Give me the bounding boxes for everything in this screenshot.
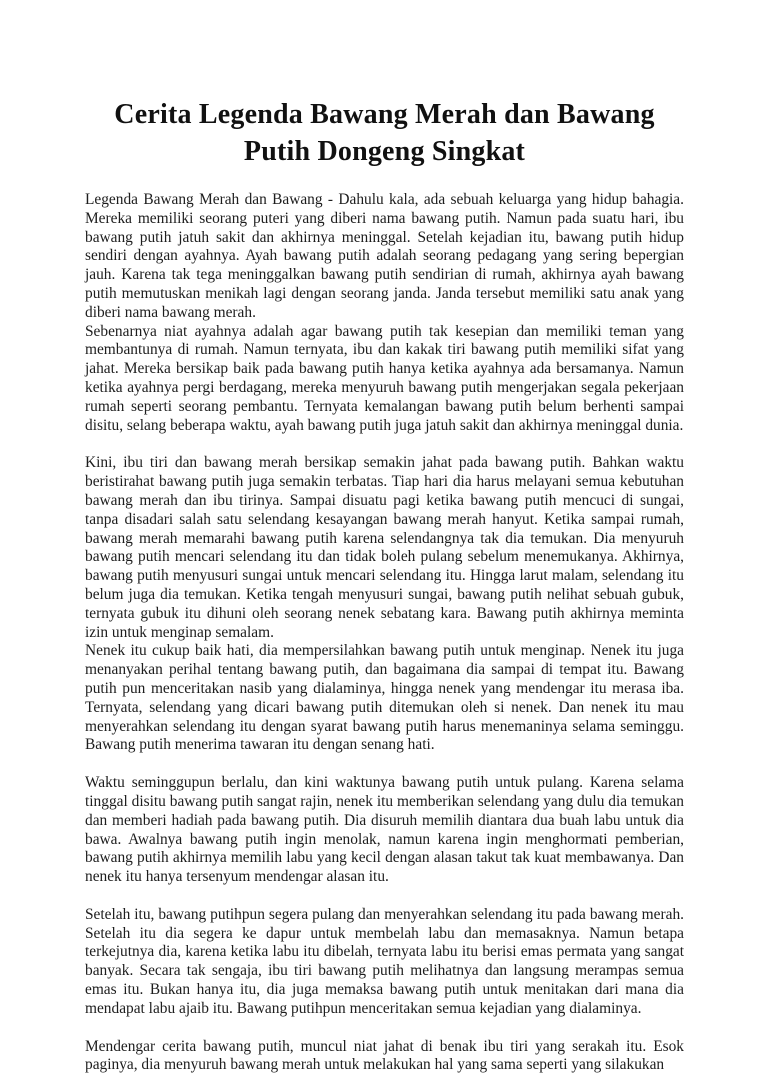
paragraph-3: Kini, ibu tiri dan bawang merah bersikap semakin jahat pada bawang putih. Bahkan waktu beristirahat bawang putih juga semakin terbatas. Tiap hari dia harus melayani semua kebutuhan bawang merah dan ibu tirinya. Sampai disuatu pagi ketika bawang putih mencuci di sungai, tanpa disadari salah satu selendang kesayangan bawang merah hanyut. Ketika sampai rumah, bawang merah memarahi bawang putih karena selendangnya tak dia temukan. Dia menyuruh bawang putih mencari selendang itu dan tidak boleh pulang sebelum menemukanya. Akhirnya, bawang putih menyusuri sungai untuk mencari selendang itu. Hingga larut malam, selendang itu belum juga dia temukan. Ketika tengah menyusuri sungai, bawang putih nelihat sebuah gubuk, ternyata gubuk itu dihuni oleh seorang nenek sebatang kara. Bawang putih akhirnya meminta izin untuk menginap semalam. — [85, 454, 684, 641]
paragraph-6: Setelah itu, bawang putihpun segera pulang dan menyerahkan selendang itu pada bawang merah. Setelah itu dia segera ke dapur untuk membelah labu dan memasaknya. Namun betapa terkejutnya dia, karena ketika labu itu dibelah, ternyata labu itu berisi emas permata yang sangat banyak. Secara tak sengaja, ibu tiri bawang putih melihatnya dan langsung merampas semua emas itu. Bukan hanya itu, dia juga memaksa bawang putih untuk menitakan dari mana dia mendapat labu ajaib itu. Bawang putihpun menceritakan semua kejadian yang dialaminya. — [85, 905, 684, 1017]
document-title-line-2: Putih Dongeng Singkat — [243, 136, 526, 167]
document-title-line-1: Cerita Legenda Bawang Merah dan Bawang — [114, 99, 655, 130]
paragraph-1: Legenda Bawang Merah dan Bawang - Dahulu kala, ada sebuah keluarga yang hidup bahagia. Mereka memiliki seorang puteri yang diberi nama bawang putih. Namun pada suatu hari, ibu bawang putih jatuh sakit dan akhirnya meninggal. Setelah kejadian itu, bawang putih hidup sendiri dengan ayahnya. Ayah bawang putih adalah seorang pedagang yang sering bepergian jauh. Karena tak tega meninggalkan bawang putih sendirian di rumah, akhirnya ayah bawang putih memutuskan menikah lagi dengan seorang janda. Janda tersebut memiliki satu anak yang diberi nama bawang merah. — [85, 191, 684, 321]
paragraph-5: Waktu seminggupun berlalu, dan kini waktunya bawang putih untuk pulang. Karena selama tinggal disitu bawang putih sangat rajin, nenek itu memberikan selendang yang dulu dia temukan dan memberi hadiah pada bawang putih. Dia disuruh memilih diantara dua buah labu untuk dia bawa. Awalnya bawang putih ingin menolak, namun karena ingin menghormati pemberian, bawang putih akhirnya memilih labu yang kecil dengan alasan takut tak kuat membawanya. Dan nenek itu hanya tersenyum mendengar alasan itu. — [85, 774, 684, 886]
paragraph-2: Sebenarnya niat ayahnya adalah agar bawang putih tak kesepian dan memiliki teman yang membantunya di rumah. Namun ternyata, ibu dan kakak tiri bawang putih memiliki sifat yang jahat. Mereka bersikap baik pada bawang putih hanya ketika ayahnya ada bersamanya. Namun ketika ayahnya pergi berdagang, mereka menyuruh bawang putih mengerjakan segala pekerjaan rumah seperti seorang pembantu. Ternyata kemalangan bawang putih belum berhenti sampai disitu, selang beberapa waktu, ayah bawang putih juga jatuh sakit dan akhirnya meninggal dunia. — [85, 322, 684, 434]
document-body — [85, 191, 684, 1075]
paragraph-7: Mendengar cerita bawang putih, muncul niat jahat di benak ibu tiri yang serakah itu. Esok paginya, dia menyuruh bawang merah untuk melakukan hal yang sama seperti yang silakukan — [85, 1037, 684, 1074]
document-title — [85, 96, 684, 170]
paragraph-4: Nenek itu cukup baik hati, dia mempersilahkan bawang putih untuk menginap. Nenek itu juga menanyakan perihal tentang bawang putih, dan bagaimana dia sampai di tempat itu. Bawang putih pun menceritakan nasib yang dialaminya, hingga nenek yang mendengar itu merasa iba. Ternyata, selendang yang dicari bawang putih ditemukan oleh si nenek. Dan nenek itu mau menyerahkan selendang itu dengan syarat bawang putih harus menemaninya selama seminggu. Bawang putih menerima tawaran itu dengan senang hati. — [85, 642, 684, 754]
